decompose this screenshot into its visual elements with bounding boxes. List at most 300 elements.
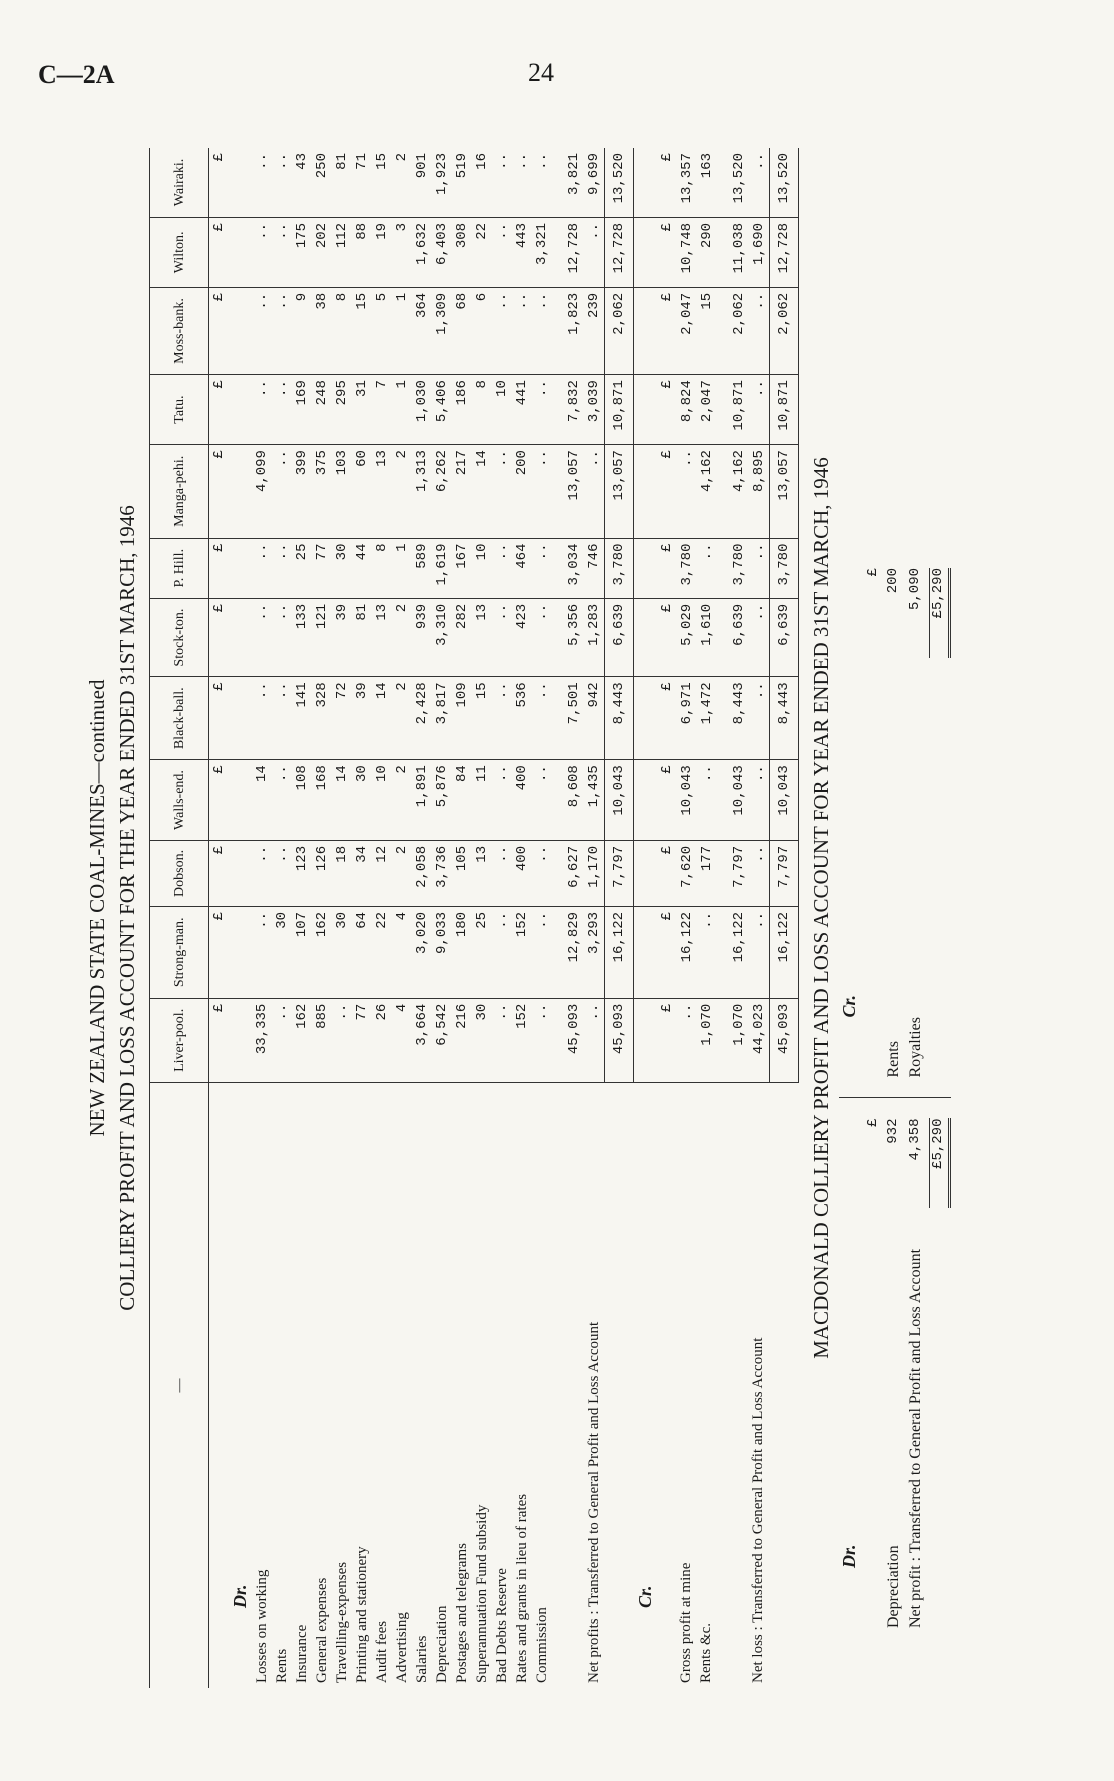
row-label: Salaries xyxy=(413,1635,430,1683)
row-label: Depreciation xyxy=(433,1605,450,1683)
cell-value: 6,639 xyxy=(605,598,634,676)
cell-value: 1,070 xyxy=(729,998,749,1082)
cell-value: £ xyxy=(209,677,230,760)
cell-value: 16,122 xyxy=(729,906,749,998)
cell-value: £ xyxy=(657,375,677,445)
cell-value: £ xyxy=(209,538,230,598)
dr-total-row xyxy=(605,148,634,1688)
cell-value: 9 xyxy=(292,287,312,374)
cell-value xyxy=(229,217,252,287)
cell-value: 6,403 xyxy=(432,217,452,287)
cell-value: .. xyxy=(492,840,512,906)
cell-value xyxy=(634,375,657,445)
cell-value: 2,058 xyxy=(412,840,432,906)
table-row xyxy=(532,148,552,1688)
cell-value: 1 xyxy=(392,538,412,598)
cell-value: .. xyxy=(532,760,552,841)
cell-value xyxy=(634,677,657,760)
macdonald-cr-column xyxy=(839,548,951,1099)
cell-value: £ xyxy=(657,217,677,287)
cell-value: £ xyxy=(209,998,230,1082)
table-row xyxy=(292,148,312,1688)
cell-value: 239 xyxy=(584,287,605,374)
dr-subtotal-row xyxy=(564,148,584,1688)
cell-value: .. xyxy=(252,148,272,217)
cell-value: 22 xyxy=(472,217,492,287)
column-header: Dobson. xyxy=(150,840,209,906)
cell-value xyxy=(229,287,252,374)
cell-value: £ xyxy=(657,538,677,598)
table-row xyxy=(452,148,472,1688)
column-header: Strong-man. xyxy=(150,906,209,998)
cell-value: 1,619 xyxy=(432,538,452,598)
cell-value: £ xyxy=(657,760,677,841)
column-header: Liver-pool. xyxy=(150,998,209,1082)
cell-value: .. xyxy=(492,760,512,841)
row-label: Rents xyxy=(884,1041,902,1078)
cell-value: 295 xyxy=(332,375,352,445)
cell-value: 4,099 xyxy=(252,445,272,538)
cell-value: .. xyxy=(252,375,272,445)
cell-value: 290 xyxy=(697,217,717,287)
column-header: Black-ball. xyxy=(150,677,209,760)
cell-value xyxy=(634,906,657,998)
row-label: Superannuation Fund subsidy xyxy=(473,1504,490,1683)
cell-value: £ xyxy=(209,840,230,906)
row-label: Audit fees xyxy=(373,1620,390,1683)
cell-value: 14 xyxy=(472,445,492,538)
cell-value: .. xyxy=(584,998,605,1082)
cell-value: 1,070 xyxy=(697,998,717,1082)
cell-value: 1,472 xyxy=(697,677,717,760)
cell-value: 423 xyxy=(512,598,532,676)
cell-value: 5,406 xyxy=(432,375,452,445)
table-row xyxy=(432,148,452,1688)
column-header: Walls-end. xyxy=(150,760,209,841)
macdonald-cr-total: £5,290 xyxy=(929,568,951,658)
cell-value: .. xyxy=(492,287,512,374)
cell-value: 901 xyxy=(412,148,432,217)
cell-value: 7 xyxy=(372,375,392,445)
cell-value: 3,034 xyxy=(564,538,584,598)
cell-value: 464 xyxy=(512,538,532,598)
macdonald-dr-row xyxy=(907,1119,929,1629)
cell-value: 375 xyxy=(312,445,332,538)
cell-value: 13,057 xyxy=(769,445,798,538)
table-row xyxy=(492,148,512,1688)
cell-value: 2,047 xyxy=(677,287,697,374)
cell-value: 1,632 xyxy=(412,217,432,287)
cell-value xyxy=(552,906,564,998)
cell-value xyxy=(717,148,729,217)
cell-value: 399 xyxy=(292,445,312,538)
cell-value: 167 xyxy=(452,538,472,598)
cell-value: .. xyxy=(272,538,292,598)
cell-value: 4,162 xyxy=(729,445,749,538)
row-value: 932 xyxy=(884,1118,901,1144)
cell-value: .. xyxy=(492,148,512,217)
cell-value: 34 xyxy=(352,840,372,906)
cell-value: .. xyxy=(749,148,770,217)
cell-value: 64 xyxy=(352,906,372,998)
cell-value: 123 xyxy=(292,840,312,906)
cell-value: .. xyxy=(252,287,272,374)
cell-value: 133 xyxy=(292,598,312,676)
cell-value: 10,043 xyxy=(605,760,634,841)
cell-value: .. xyxy=(272,677,292,760)
cell-value: .. xyxy=(677,998,697,1082)
macdonald-dr-total: £5,290 xyxy=(929,1119,951,1209)
cell-value: 2 xyxy=(392,760,412,841)
cell-value: .. xyxy=(492,598,512,676)
net-profit-row xyxy=(584,148,605,1688)
cell-value: £ xyxy=(657,445,677,538)
cell-value: 10 xyxy=(372,760,392,841)
row-label xyxy=(209,1083,230,1689)
cell-value: 2 xyxy=(392,840,412,906)
cell-value: 13 xyxy=(372,445,392,538)
cell-value xyxy=(634,148,657,217)
cell-value: 152 xyxy=(512,906,532,998)
cell-value: £ xyxy=(657,287,677,374)
cell-value: .. xyxy=(532,148,552,217)
cell-value: .. xyxy=(272,760,292,841)
cell-value: 6,262 xyxy=(432,445,452,538)
cell-value: 8,443 xyxy=(769,677,798,760)
cell-value: 33,335 xyxy=(252,998,272,1082)
table-row xyxy=(512,148,532,1688)
cr-currency-row xyxy=(657,148,677,1688)
cell-value: 282 xyxy=(452,598,472,676)
row-label xyxy=(729,1083,749,1689)
cell-value: 108 xyxy=(292,760,312,841)
table-row xyxy=(392,148,412,1688)
dr-heading-row xyxy=(229,148,252,1688)
cell-value xyxy=(717,598,729,676)
cell-value: £ xyxy=(209,217,230,287)
cell-value xyxy=(634,217,657,287)
cell-value: £ xyxy=(209,287,230,374)
cell-value: .. xyxy=(749,840,770,906)
cell-value xyxy=(717,677,729,760)
cell-value: 216 xyxy=(452,998,472,1082)
cell-value: 60 xyxy=(352,445,372,538)
cell-value: 13 xyxy=(472,840,492,906)
cell-value: .. xyxy=(697,760,717,841)
cell-value: 105 xyxy=(452,840,472,906)
cell-value: 4,162 xyxy=(697,445,717,538)
cell-value: £ xyxy=(657,998,677,1082)
cell-value: 39 xyxy=(332,598,352,676)
cell-value xyxy=(634,538,657,598)
cell-value xyxy=(552,148,564,217)
row-label: Printing and stationery xyxy=(353,1546,370,1683)
cell-value: .. xyxy=(272,375,292,445)
cell-value: 45,093 xyxy=(564,998,584,1082)
cell-value: 39 xyxy=(352,677,372,760)
row-label xyxy=(564,1083,584,1689)
cell-value xyxy=(717,287,729,374)
column-header: Moss-bank. xyxy=(150,287,209,374)
cell-value xyxy=(229,840,252,906)
gap-row xyxy=(552,148,564,1688)
cell-value: 1,030 xyxy=(412,375,432,445)
cell-value: 186 xyxy=(452,375,472,445)
cell-value: 1,923 xyxy=(432,148,452,217)
macdonald-dr-column xyxy=(839,1099,951,1649)
cell-value: 107 xyxy=(292,906,312,998)
cell-value: 16,122 xyxy=(605,906,634,998)
row-label: Rents xyxy=(273,1648,290,1683)
cell-value: 14 xyxy=(252,760,272,841)
row-label: General expenses xyxy=(313,1577,330,1683)
cell-value: 202 xyxy=(312,217,332,287)
currency-row xyxy=(209,148,230,1688)
cell-value: 2 xyxy=(392,677,412,760)
table-row xyxy=(332,148,352,1688)
cell-value: £ xyxy=(657,148,677,217)
cell-value: £ xyxy=(657,906,677,998)
cell-value: 7,797 xyxy=(605,840,634,906)
cell-value: .. xyxy=(492,998,512,1082)
row-label: Commission xyxy=(533,1607,550,1683)
cell-value: .. xyxy=(532,677,552,760)
cr-total-row xyxy=(769,148,798,1688)
row-value: 200 xyxy=(884,568,901,594)
cell-value: 5,356 xyxy=(564,598,584,676)
cell-value xyxy=(717,217,729,287)
cell-value: .. xyxy=(272,840,292,906)
cell-value: 8 xyxy=(472,375,492,445)
main-title: NEW ZEALAND STATE COAL-MINES—continued xyxy=(85,679,109,1137)
row-label: Depreciation xyxy=(884,1545,902,1628)
cell-value: 45,093 xyxy=(605,998,634,1082)
cell-value: 121 xyxy=(312,598,332,676)
cell-value xyxy=(634,445,657,538)
cell-value: .. xyxy=(584,445,605,538)
cell-value: 152 xyxy=(512,998,532,1082)
sub-title: COLLIERY PROFIT AND LOSS ACCOUNT FOR THE YEAR ENDED 31ST MARCH, 1946 xyxy=(115,505,139,1311)
cell-value: .. xyxy=(252,677,272,760)
macdonald-dr-row xyxy=(885,1119,907,1629)
cell-value: 10,871 xyxy=(769,375,798,445)
cell-value: 308 xyxy=(452,217,472,287)
cell-value: 2 xyxy=(392,148,412,217)
cell-value xyxy=(229,445,252,538)
row-label: Royalties xyxy=(906,1017,924,1078)
cell-value: 10,043 xyxy=(769,760,798,841)
cell-value: .. xyxy=(749,538,770,598)
cell-value: 11,038 xyxy=(729,217,749,287)
row-label: Rents &c. xyxy=(698,1623,714,1683)
cell-value: 16 xyxy=(472,148,492,217)
cell-value: 84 xyxy=(452,760,472,841)
cell-value: .. xyxy=(252,538,272,598)
cell-value xyxy=(634,598,657,676)
cell-value: 8,824 xyxy=(677,375,697,445)
cell-value: 11 xyxy=(472,760,492,841)
colliery-table xyxy=(149,148,799,1688)
cell-value: 2,047 xyxy=(697,375,717,445)
cell-value: 12 xyxy=(372,840,392,906)
cell-value: 6,639 xyxy=(769,598,798,676)
row-label: Losses on working xyxy=(253,1569,270,1683)
row-value: 5,090 xyxy=(906,568,923,611)
cell-value: 13 xyxy=(372,598,392,676)
cell-value: 10,043 xyxy=(729,760,749,841)
cell-value: 10 xyxy=(472,538,492,598)
row-label: Travelling-expenses xyxy=(333,1561,350,1683)
cell-value: 248 xyxy=(312,375,332,445)
cell-value: 6,639 xyxy=(729,598,749,676)
cell-value: 1,283 xyxy=(584,598,605,676)
cell-value: 44,023 xyxy=(749,998,770,1082)
cell-value: 12,829 xyxy=(564,906,584,998)
cell-value: 25 xyxy=(472,906,492,998)
cell-value: .. xyxy=(252,217,272,287)
label-header: — xyxy=(150,1083,209,1689)
cell-value: 8,608 xyxy=(564,760,584,841)
macdonald-cr-row xyxy=(885,568,907,1078)
cell-value xyxy=(717,375,729,445)
cell-value: 9,699 xyxy=(584,148,605,217)
cell-value: 3,039 xyxy=(584,375,605,445)
cell-value: .. xyxy=(532,375,552,445)
cell-value: 10,748 xyxy=(677,217,697,287)
cell-value: 3,321 xyxy=(532,217,552,287)
column-header: Tatu. xyxy=(150,375,209,445)
row-label: Advertising xyxy=(393,1612,410,1683)
cell-value: 71 xyxy=(352,148,372,217)
page-reference: C—2A xyxy=(38,60,115,89)
cell-value xyxy=(717,906,729,998)
cell-value: .. xyxy=(532,538,552,598)
cell-value: £ xyxy=(209,375,230,445)
cell-value: .. xyxy=(272,287,292,374)
cell-value: .. xyxy=(272,445,292,538)
table-row xyxy=(412,148,432,1688)
cell-value: 15 xyxy=(472,677,492,760)
cell-value xyxy=(552,677,564,760)
row-label: Insurance xyxy=(293,1624,310,1683)
cell-value: 43 xyxy=(292,148,312,217)
cell-value: 10,871 xyxy=(729,375,749,445)
cell-value: .. xyxy=(532,598,552,676)
cell-value: .. xyxy=(584,217,605,287)
cell-value xyxy=(717,840,729,906)
cell-value xyxy=(717,445,729,538)
cell-value: 68 xyxy=(452,287,472,374)
cell-value: .. xyxy=(532,445,552,538)
cell-value: 12,728 xyxy=(564,217,584,287)
cell-value: .. xyxy=(252,906,272,998)
cell-value xyxy=(229,906,252,998)
cell-value xyxy=(552,445,564,538)
cell-value: .. xyxy=(749,906,770,998)
cell-value: 1,610 xyxy=(697,598,717,676)
cell-value: 13 xyxy=(472,598,492,676)
cell-value: £ xyxy=(209,906,230,998)
cell-value: 3,780 xyxy=(677,538,697,598)
cell-value xyxy=(634,760,657,841)
cell-value: .. xyxy=(532,998,552,1082)
cell-value: 1,891 xyxy=(412,760,432,841)
page-number: 24 xyxy=(528,58,554,87)
cell-value xyxy=(229,998,252,1082)
cell-value: .. xyxy=(252,598,272,676)
row-label: Bad Debts Reserve xyxy=(493,1568,510,1683)
cell-value: £ xyxy=(209,148,230,217)
row-label: Rates and grants in lieu of rates xyxy=(513,1493,530,1683)
cell-value: 141 xyxy=(292,677,312,760)
cell-value: 6,627 xyxy=(564,840,584,906)
cell-value: 126 xyxy=(312,840,332,906)
cell-value: 169 xyxy=(292,375,312,445)
table-row xyxy=(677,148,697,1688)
cell-value: .. xyxy=(272,217,292,287)
cell-value xyxy=(229,375,252,445)
row-label: Net loss : Transferred to General Profit and Loss Account xyxy=(750,1337,767,1683)
cell-value: 10,043 xyxy=(677,760,697,841)
cell-value: 77 xyxy=(312,538,332,598)
cell-value: 15 xyxy=(697,287,717,374)
cell-value: 162 xyxy=(292,998,312,1082)
cell-value: 519 xyxy=(452,148,472,217)
cell-value: 162 xyxy=(312,906,332,998)
row-label: Net profit : Transferred to General Profit and Loss Account xyxy=(906,1248,924,1628)
row-label xyxy=(657,1083,677,1689)
cell-value: 31 xyxy=(352,375,372,445)
cell-value: 175 xyxy=(292,217,312,287)
cell-value xyxy=(717,538,729,598)
cell-value: 200 xyxy=(512,445,532,538)
cell-value xyxy=(552,760,564,841)
cell-value: 3,780 xyxy=(769,538,798,598)
cell-value: .. xyxy=(532,840,552,906)
cell-value: 18 xyxy=(332,840,352,906)
cell-value: 30 xyxy=(332,906,352,998)
cell-value: 3 xyxy=(392,217,412,287)
cell-value: £ xyxy=(209,760,230,841)
cell-value: .. xyxy=(492,906,512,998)
cell-value: 10,871 xyxy=(605,375,634,445)
cell-value: 1 xyxy=(392,287,412,374)
cell-value xyxy=(552,998,564,1082)
cell-value: .. xyxy=(749,598,770,676)
column-header: Stock-ton. xyxy=(150,598,209,676)
table-row xyxy=(272,148,292,1688)
cell-value xyxy=(717,998,729,1082)
cell-value: 13,357 xyxy=(677,148,697,217)
cell-value: 3,293 xyxy=(584,906,605,998)
column-header: Manga-pehi. xyxy=(150,445,209,538)
cell-value: 3,664 xyxy=(412,998,432,1082)
cell-value: £ xyxy=(657,840,677,906)
cell-value: 1,435 xyxy=(584,760,605,841)
cell-value: 13,057 xyxy=(605,445,634,538)
table-row xyxy=(312,148,332,1688)
cell-value: 4 xyxy=(392,906,412,998)
cell-value: 180 xyxy=(452,906,472,998)
column-header: Wilton. xyxy=(150,217,209,287)
cell-value: .. xyxy=(749,287,770,374)
rotated-content xyxy=(83,128,1023,1688)
column-header: Wairaki. xyxy=(150,148,209,217)
cell-value: 3,020 xyxy=(412,906,432,998)
cell-value: 13,057 xyxy=(564,445,584,538)
cell-value: 26 xyxy=(372,998,392,1082)
cell-value: 81 xyxy=(332,148,352,217)
